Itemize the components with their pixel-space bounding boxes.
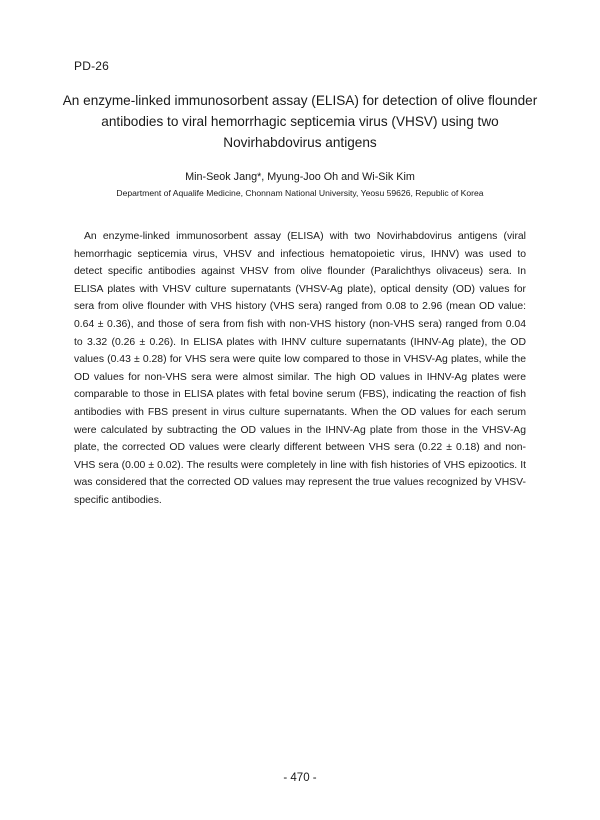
abstract-paragraph: An enzyme-linked immunosorbent assay (ELISA) with two Novirhabdovirus antigens (viral hemorrhagic septicemia virus, VHSV and infectious hematopoietic virus, IHNV) was used to detect specific antibodies against VHSV from olive flounder (Paralichthys olivaceus) sera. In ELISA plates with VHSV culture supernatants (VHSV-Ag plate), optical density (OD) values for sera from olive flounder with VHS history (VHS sera) ranged from 0.08 to 2.96 (mean OD value: 0.64 ± 0.36), and those of sera from fish with non-VHS history (non-VHS sera) ranged from 0.04 to 3.32 (0.26 ± 0.26). In ELISA plates with IHNV culture supernatants (IHNV-Ag plate), the OD values (0.43 ± 0.28) for VHS sera were quite low compared to those in VHSV-Ag plates, while the OD values for non-VHS sera were almost similar. The high OD values in IHNV-Ag plates were comparable to those in ELISA plates with fetal bovine serum (FBS), indicating the reaction of fish antibodies with FBS present in virus culture supernatants. When the OD values for each serum were calculated by subtracting the OD values in the IHNV-Ag plate from those in the VHSV-Ag plate, the corrected OD values were clearly different between VHS sera (0.22 ± 0.18) and non-VHS sera (0.00 ± 0.02). The results were completely in line with fish histories of VHS epizootics. It was considered that the corrected OD values may represent the true values recognized by VHSV-specific antibodies. xyxy=(74,231,526,506)
session-code: PD-26 xyxy=(74,59,110,73)
paper-title: An enzyme-linked immunosorbent assay (ELISA) for detection of olive flounder antibodies to viral hemorrhagic septicemia virus (VHSV) using two Novirhabdovirus antigens xyxy=(62,93,538,150)
page-number: - 470 - xyxy=(283,772,317,784)
author-affiliation: Department of Aqualife Medicine, Chonnam National University, Yeosu 59626, Republic of Korea xyxy=(116,188,484,198)
author-list: Min-Seok Jang*, Myung-Joo Oh and Wi-Sik Kim xyxy=(185,171,415,183)
